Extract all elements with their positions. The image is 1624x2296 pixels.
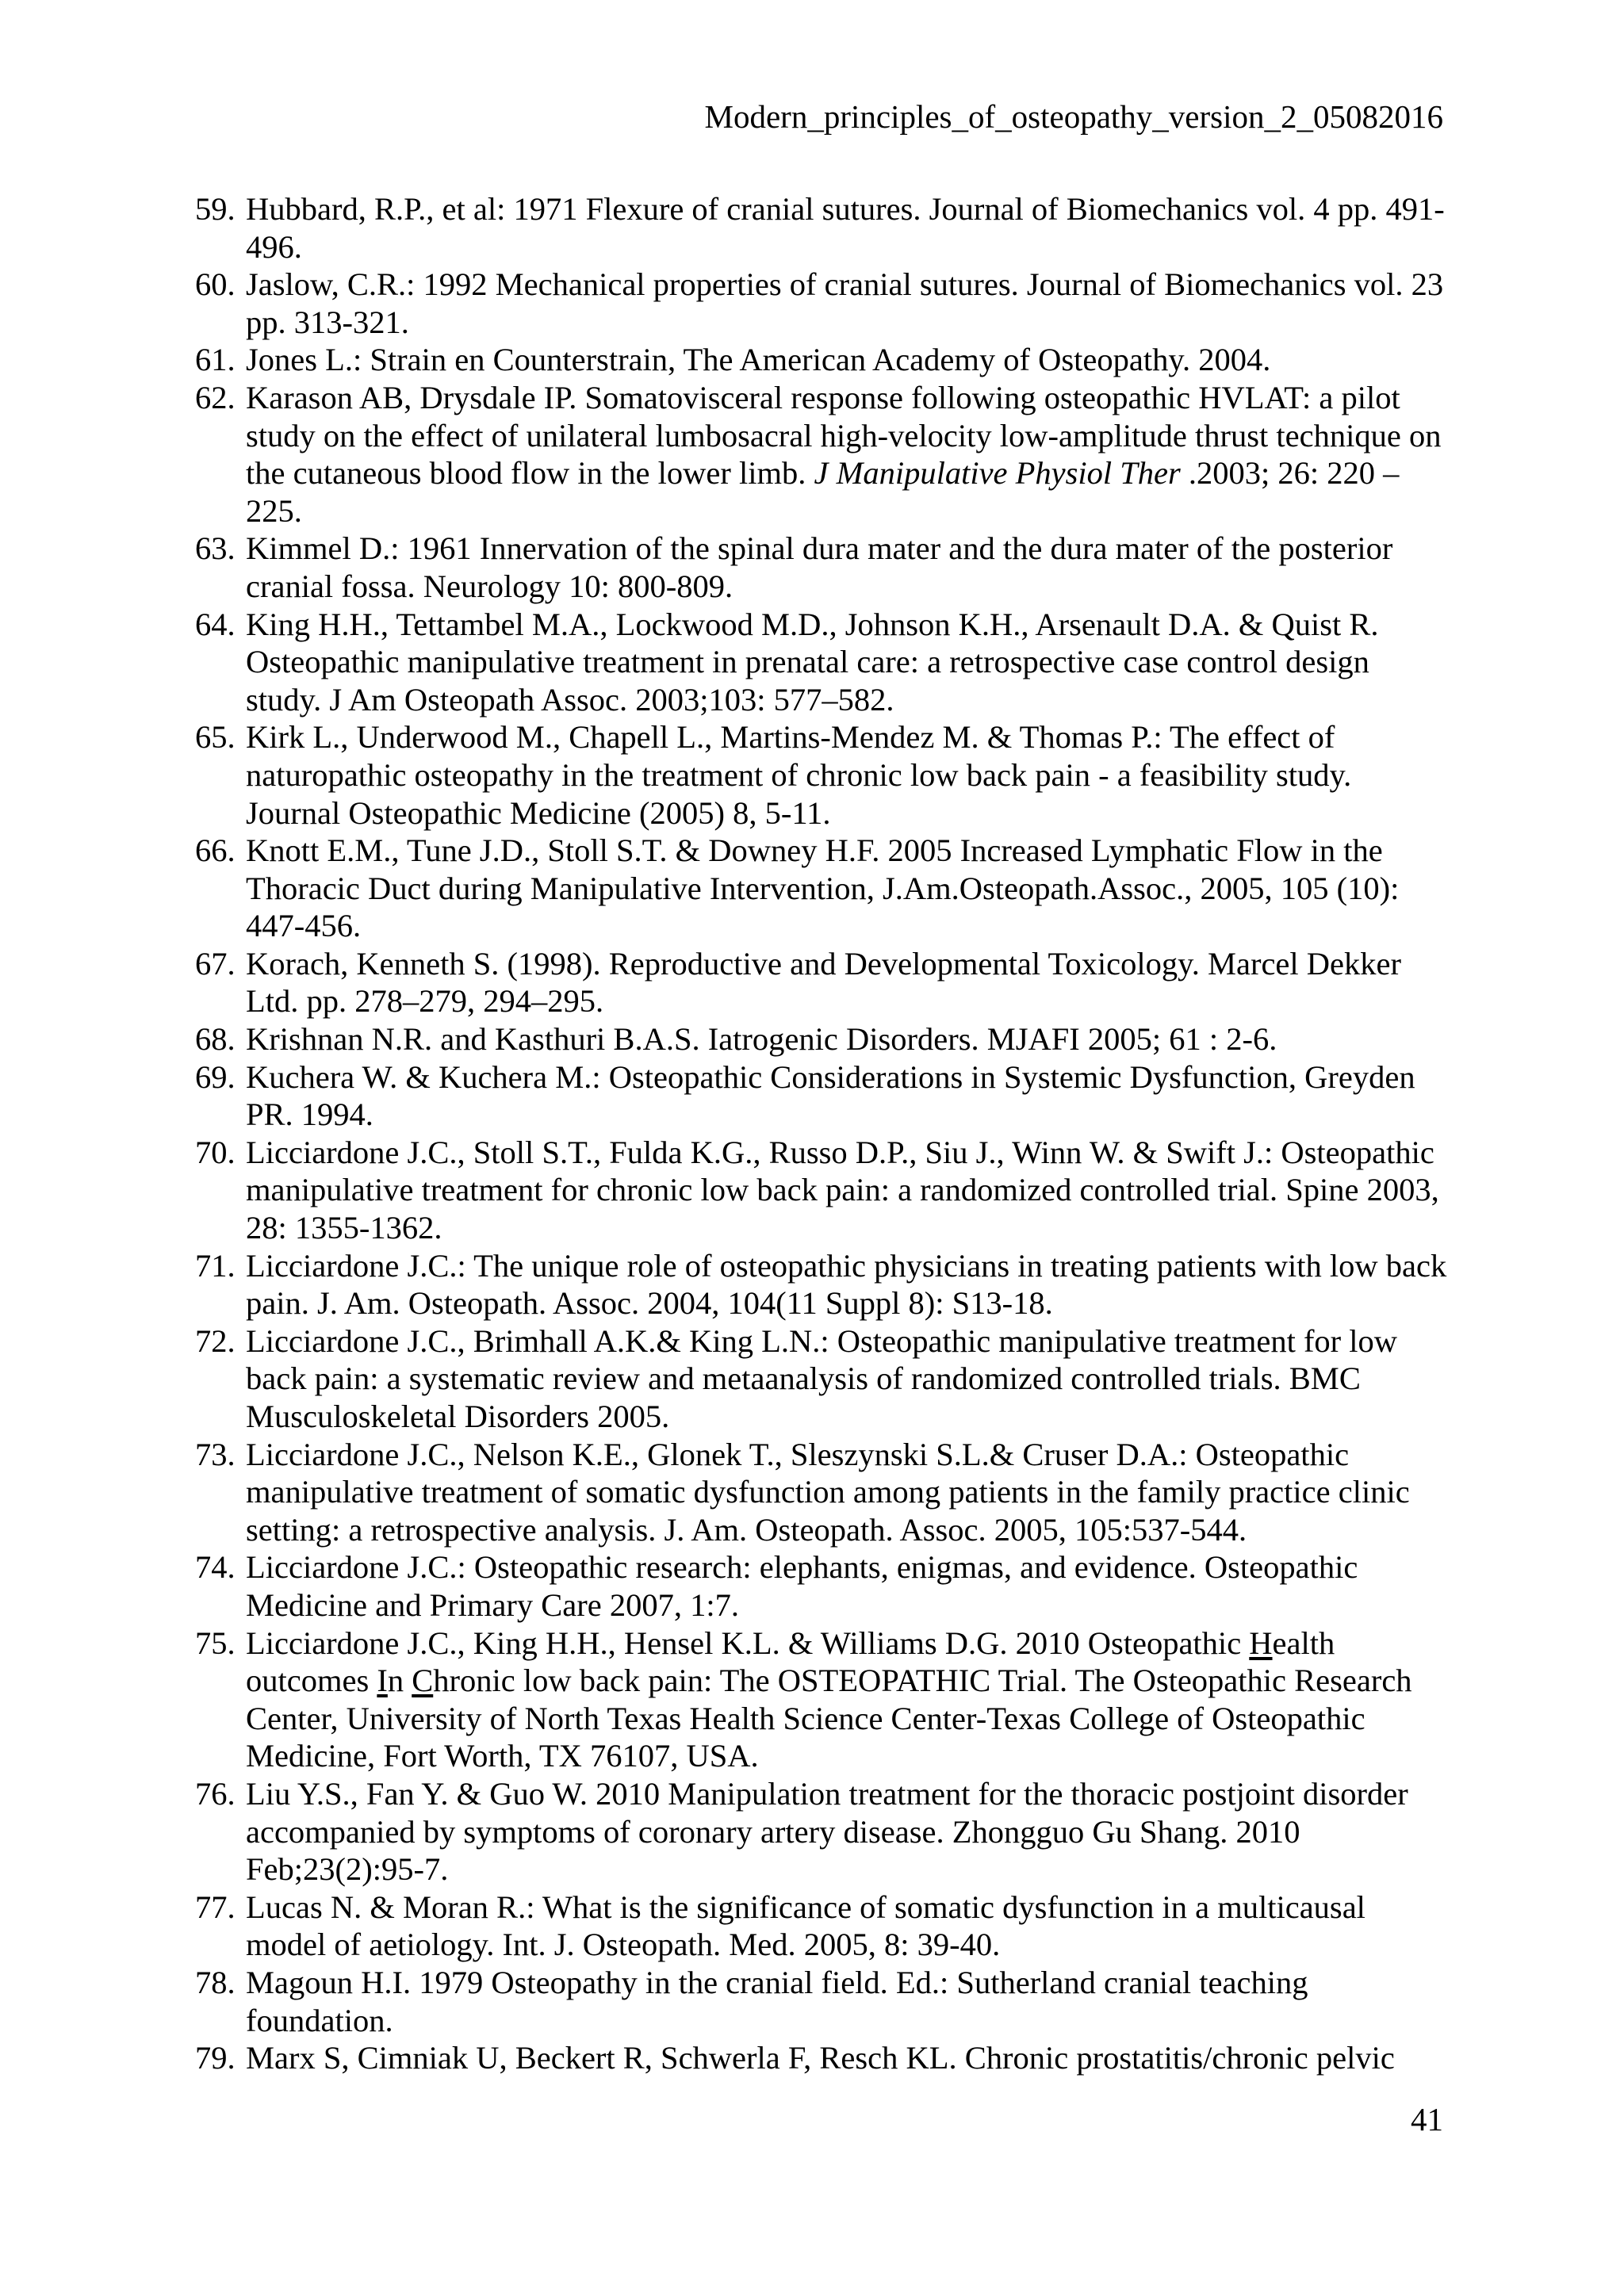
- reference-text: [246, 1624, 1452, 1775]
- reference-text: Korach, Kenneth S. (1998). Reproductive and Developmental Toxicology. Marcel Dekker Ltd. pp. 278–279, 294–295.: [246, 945, 1401, 1020]
- reference-item-68: [195, 1020, 1452, 1058]
- reference-item-71: [195, 1247, 1452, 1322]
- reference-text: Knott E.M., Tune J.D., Stoll S.T. & Downey H.F. 2005 Increased Lymphatic Flow in the Thoracic Duct during Manipulative Intervention, J.Am.Osteopath.Assoc., 2005, 105 (10): 447-456.: [246, 832, 1400, 944]
- reference-text: Lucas N. & Moran R.: What is the significance of somatic dysfunction in a multicausal model of aetiology. Int. J. Osteopath. Med. 2005, 8: 39-40.: [246, 1888, 1365, 1963]
- reference-text-part: .2003; 26: 220 –225.: [246, 455, 1400, 529]
- reference-text-part: ealth outcomes: [246, 1624, 1335, 1699]
- reference-text: Licciardone J.C.: Osteopathic research: elephants, enigmas, and evidence. Osteopathic Medicine and Primary Care 2007, 1:7.: [246, 1549, 1358, 1623]
- reference-item-64: [195, 606, 1452, 719]
- page-number: 41: [1411, 2101, 1443, 2137]
- reference-text-part: n: [387, 1663, 412, 1699]
- reference-number: 61.: [195, 342, 236, 378]
- reference-text: Licciardone J.C., Nelson K.E., Glonek T., Sleszynski S.L.& Cruser D.A.: Osteopathic manipulative treatment of somatic dysfunction among patients in the family practice clinic setting: a retrospective analysis. J. Am. Osteopath. Assoc. 2005, 105:537-544.: [246, 1436, 1410, 1548]
- reference-number: 60.: [195, 266, 236, 303]
- reference-text: Liu Y.S., Fan Y. & Guo W. 2010 Manipulation treatment for the thoracic postjoint disorder accompanied by symptoms of coronary artery disease. Zhongguo Gu Shang. 2010 Feb;23(2):95-7.: [246, 1775, 1408, 1888]
- reference-text: Krishnan N.R. and Kasthuri B.A.S. Iatrogenic Disorders. MJAFI 2005; 61 : 2-6.: [246, 1021, 1277, 1058]
- reference-text: Licciardone J.C., Stoll S.T., Fulda K.G., Russo D.P., Siu J., Winn W. & Swift J.: Osteopathic manipulative treatment for chronic low back pain: a randomized controlled trial. Spine 2003, 28: 1355-1362.: [246, 1134, 1439, 1246]
- reference-text: [246, 379, 1452, 530]
- reference-text-part: Licciardone J.C., King H.H., Hensel K.L. & Williams D.G. 2010 Osteopathic: [246, 1624, 1250, 1661]
- reference-number: 72.: [195, 1322, 236, 1359]
- reference-number: 65.: [195, 719, 236, 756]
- reference-number: 66.: [195, 832, 236, 869]
- reference-number: 75.: [195, 1624, 236, 1661]
- reference-text: Jaslow, C.R.: 1992 Mechanical properties of cranial sutures. Journal of Biomechanics vol. 23 pp. 313-321.: [246, 266, 1444, 340]
- reference-item-69: [195, 1058, 1452, 1134]
- reference-text: King H.H., Tettambel M.A., Lockwood M.D., Johnson K.H., Arsenault D.A. & Quist R. Osteopathic manipulative treatment in prenatal care: a retrospective case control design study. J Am Osteopath Assoc. 2003;103: 577–582.: [246, 606, 1379, 718]
- reference-number: 73.: [195, 1436, 236, 1472]
- reference-number: 64.: [195, 606, 236, 642]
- reference-item-79: [195, 2039, 1452, 2077]
- reference-number: 68.: [195, 1021, 236, 1058]
- reference-item-74: [195, 1548, 1452, 1624]
- reference-item-63: [195, 530, 1452, 605]
- reference-item-70: [195, 1134, 1452, 1247]
- reference-number: 63.: [195, 530, 236, 567]
- running-header: Modern_principles_of_osteopathy_version_2_05082016: [704, 98, 1443, 135]
- underlined-letter: H: [1249, 1624, 1273, 1661]
- reference-number: 78.: [195, 1964, 236, 2000]
- reference-item-78: [195, 1964, 1452, 2039]
- reference-text: Marx S, Cimniak U, Beckert R, Schwerla F, Resch KL. Chronic prostatitis/chronic pelvic: [246, 2040, 1395, 2076]
- reference-text: Licciardone J.C., Brimhall A.K.& King L.N.: Osteopathic manipulative treatment for low back pain: a systematic review and metaanalysis of randomized controlled trials. BMC Musculoskeletal Disorders 2005.: [246, 1322, 1398, 1434]
- reference-number: 79.: [195, 2040, 236, 2076]
- reference-item-77: [195, 1888, 1452, 1964]
- journal-title-italic: J Manipulative Physiol Ther: [814, 455, 1181, 492]
- reference-number: 70.: [195, 1134, 236, 1170]
- reference-number: 77.: [195, 1888, 236, 1925]
- reference-text: Kuchera W. & Kuchera M.: Osteopathic Considerations in Systemic Dysfunction, Greyden PR. 1994.: [246, 1058, 1415, 1133]
- reference-item-66: [195, 832, 1452, 945]
- reference-item-67: [195, 945, 1452, 1020]
- reference-number: 67.: [195, 945, 236, 982]
- reference-text: Kimmel D.: 1961 Innervation of the spinal dura mater and the dura mater of the posterior cranial fossa. Neurology 10: 800-809.: [246, 530, 1393, 604]
- reference-item-73: [195, 1436, 1452, 1549]
- reference-number: 74.: [195, 1549, 236, 1586]
- reference-text: Kirk L., Underwood M., Chapell L., Martins-Mendez M. & Thomas P.: The effect of naturopathic osteopathy in the treatment of chronic low back pain - a feasibility study. Journal Osteopathic Medicine (2005) 8, 5-11.: [246, 719, 1352, 831]
- reference-text-part: hronic low back pain: The OSTEOPATHIC Trial. The Osteopathic Research Center, University of North Texas Health Science Center-Texas College of Osteopathic Medicine, Fort Worth, TX 76107, USA.: [246, 1663, 1412, 1774]
- reference-item-76: [195, 1775, 1452, 1888]
- reference-item-72: [195, 1322, 1452, 1436]
- reference-item-59: [195, 190, 1452, 266]
- reference-item-61: [195, 341, 1452, 379]
- reference-number: 71.: [195, 1247, 236, 1284]
- reference-number: 76.: [195, 1775, 236, 1812]
- reference-item-62: [195, 379, 1452, 530]
- reference-item-75: [195, 1624, 1452, 1775]
- reference-item-60: [195, 266, 1452, 341]
- reference-list: [195, 190, 1452, 2077]
- reference-text-part: Karason AB, Drysdale IP. Somatovisceral response following osteopathic HVLAT: a pilot study on the effect of unilateral lumbosacral high-velocity low-amplitude thrust technique on the cutaneous blood flow in the lower limb.: [246, 379, 1442, 492]
- reference-text: Jones L.: Strain en Counterstrain, The American Academy of Osteopathy. 2004.: [246, 342, 1271, 378]
- reference-text: Licciardone J.C.: The unique role of osteopathic physicians in treating patients with low back pain. J. Am. Osteopath. Assoc. 2004, 104(11 Suppl 8): S13-18.: [246, 1247, 1447, 1322]
- underlined-letter: I: [377, 1663, 388, 1699]
- reference-item-65: [195, 718, 1452, 832]
- underlined-letter: C: [412, 1663, 434, 1699]
- reference-number: 59.: [195, 191, 236, 227]
- reference-text: Hubbard, R.P., et al: 1971 Flexure of cranial sutures. Journal of Biomechanics vol. 4 pp. 491-496.: [246, 191, 1445, 265]
- reference-number: 69.: [195, 1058, 236, 1095]
- reference-number: 62.: [195, 379, 236, 415]
- reference-text: Magoun H.I. 1979 Osteopathy in the cranial field. Ed.: Sutherland cranial teaching foundation.: [246, 1964, 1308, 2038]
